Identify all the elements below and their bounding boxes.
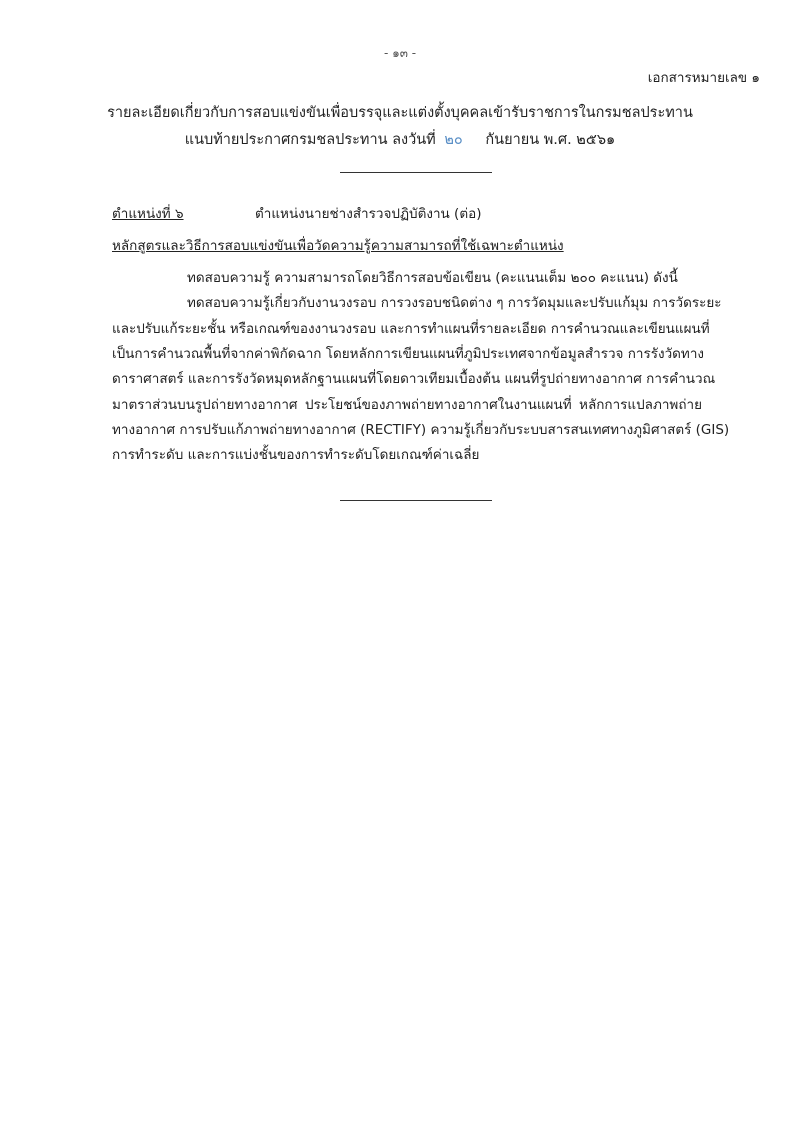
- title-suffix: กันยายน พ.ศ. ๒๕๖๑: [485, 132, 616, 148]
- paragraph-2-line: ทางอากาศ การปรับแก้ภาพถ่ายทางอากาศ (RECTIFY) ความรู้เกี่ยวกับระบบสารสนเทศทางภูมิศาสตร์ (GIS): [112, 422, 730, 438]
- paragraph-2-line: เป็นการคำนวณพื้นที่จากค่าพิกัดฉาก โดยหลักการเขียนแผนที่ภูมิประเทศจากข้อมูลสำรวจ การรังวัดทาง: [112, 346, 704, 362]
- document-label: เอกสารหมายเลข ๑: [647, 70, 760, 86]
- paragraph-2-line: ดาราศาสตร์ และการรังวัดหมุดหลักฐานแผนที่โดยดาวเทียมเบื้องต้น แผนที่รูปถ่ายทางอากาศ การคำนวณ: [112, 371, 716, 387]
- paragraph-2-line: มาตราส่วนบนรูปถ่ายทางอากาศ ประโยชน์ของภาพถ่ายทางอากาศในงานแผนที่ หลักการแปลภาพถ่าย: [112, 397, 702, 413]
- paragraph-2-line: ทดสอบความรู้เกี่ยวกับงานวงรอบ การวงรอบชนิดต่าง ๆ การวัดมุมและปรับแก้มุม การวัดระยะ: [187, 295, 722, 311]
- divider-bottom: [340, 500, 492, 501]
- title-prefix: แนบท้ายประกาศกรมชลประทาน ลงวันที่: [184, 132, 436, 148]
- position-label: ตำแหน่งที่ ๖: [112, 206, 184, 222]
- title-date-day: ๒๐: [444, 132, 463, 148]
- paragraph-1: ทดสอบความรู้ ความสามารถโดยวิธีการสอบข้อเขียน (คะแนนเต็ม ๒๐๐ คะแนน) ดังนี้: [187, 270, 678, 286]
- divider-top: [340, 172, 492, 173]
- section-heading: หลักสูตรและวิธีการสอบแข่งขันเพื่อวัดความรู้ความสามารถที่ใช้เฉพาะตำแหน่ง: [112, 238, 564, 254]
- paragraph-2-line: และปรับแก้ระยะชั้น หรือเกณฑ์ของงานวงรอบ และการทำแผนที่รายละเอียด การคำนวณและเขียนแผนที่: [112, 321, 710, 337]
- paragraph-2-line: การทำระดับ และการแบ่งชั้นของการทำระดับโดยเกณฑ์ค่าเฉลี่ย: [112, 447, 480, 463]
- title-line-1: รายละเอียดเกี่ยวกับการสอบแข่งขันเพื่อบรรจุและแต่งตั้งบุคคลเข้ารับราชการในกรมชลประทาน: [107, 105, 693, 121]
- page-number: - ๑๓ -: [383, 46, 417, 60]
- position-name: ตำแหน่งนายช่างสำรวจปฏิบัติงาน (ต่อ): [255, 206, 482, 222]
- title-line-2: [0, 131, 800, 149]
